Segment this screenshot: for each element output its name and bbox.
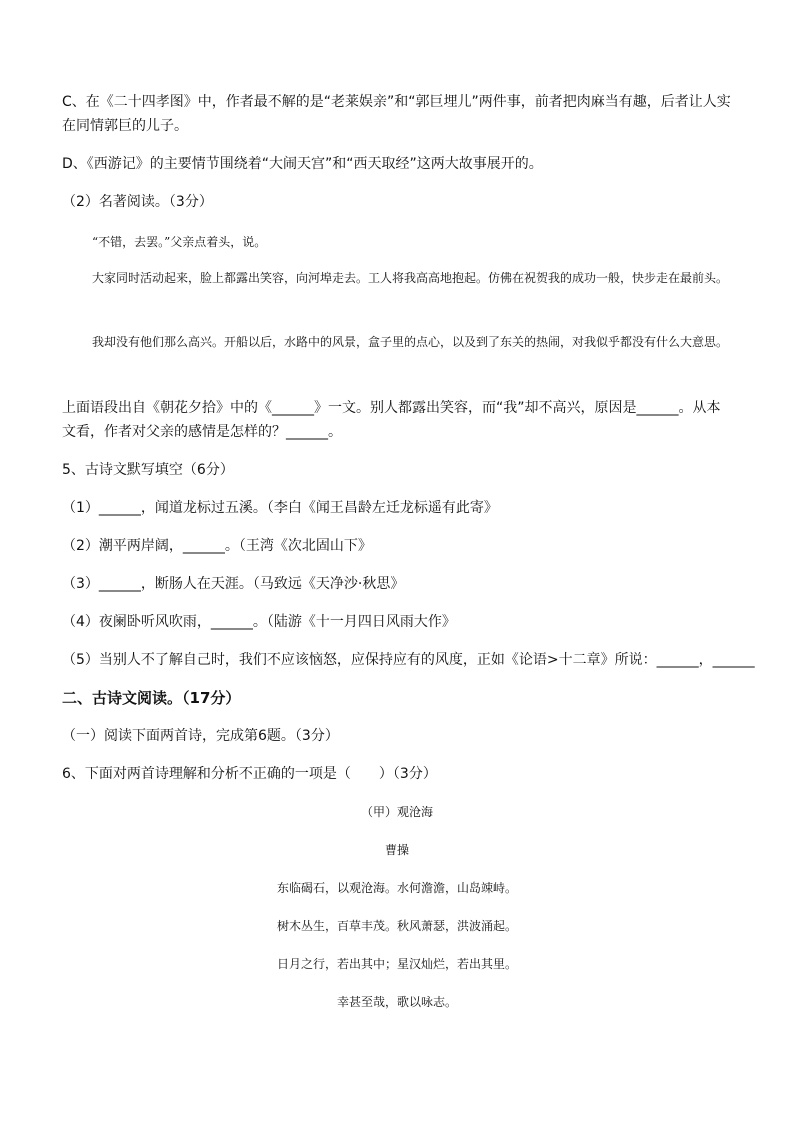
poem-line: 幸甚至哉，歌以咏志。 — [336, 995, 457, 1009]
section2-sub: （一）阅读下面两首诗，完成第6题。（3分） — [62, 728, 339, 744]
q5-title: 5、古诗文默写填空（6分） — [62, 462, 234, 478]
poem-author: 曹操 — [384, 843, 409, 857]
part2-title: （2）名著阅读。（3分） — [62, 194, 213, 210]
q5-item-1: （1）______，闻道龙标过五溪。（李白《闻王昌龄左迁龙标遥有此寄》 — [62, 500, 498, 516]
q5-item-5: （5）当别人不了解自己时，我们不应该恼怒，应保持应有的风度，正如《论语>十二章》所说：______，______ — [62, 652, 755, 668]
poem-line: 树木丛生，百草丰茂。秋风萧瑟，洪波涌起。 — [276, 919, 517, 933]
poem-line: 东临碣石，以观沧海。水何澹澹，山岛竦峙。 — [276, 881, 517, 895]
poem-line: 日月之行，若出其中；星汉灿烂，若出其里。 — [276, 957, 517, 971]
excerpt-para-2: 大家同时活动起来，脸上都露出笑容，向河埠走去。工人将我高高地抱起。仿佛在祝贺我的成功一般，快步走在最前头。 — [92, 271, 729, 285]
q5-item-2: （2）潮平两岸阔，______。（王湾《次北固山下》 — [62, 538, 372, 554]
excerpt-para-1: “不错，去罢。”父亲点着头，说。 — [92, 235, 267, 249]
excerpt-para-3: 我却没有他们那么高兴。开船以后，水路中的风景，盒子里的点心，以及到了东关的热闹，对我似乎都没有什么大意思。 — [92, 335, 729, 349]
q5-item-4: （4）夜阑卧听风吹雨，______。（陆游《十一月四日风雨大作》 — [62, 614, 456, 630]
excerpt-question: 上面语段出自《朝花夕拾》中的《______》一文。别人都露出笑容，而“我”却不高兴，原因是______。从本文看，作者对父亲的感情是怎样的？______。 — [62, 400, 721, 440]
q6-stem: 6、下面对两首诗理解和分析不正确的一项是（ ）（3分） — [62, 766, 437, 782]
option-c: C、在《二十四孝图》中，作者最不解的是“老莱娱亲”和“郭巨埋儿”两件事，前者把肉麻当有趣，后者让人实在同情郭巨的儿子。 — [62, 94, 731, 134]
poem-title: （甲）观沧海 — [360, 805, 433, 819]
q5-item-3: （3）______，断肠人在天涯。（马致远《天净沙·秋思》 — [62, 576, 405, 592]
option-d: D、《西游记》的主要情节围绕着“大闹天宫”和“西天取经”这两大故事展开的。 — [62, 156, 543, 172]
section2-title: 二、古诗文阅读。（17分） — [62, 689, 241, 707]
